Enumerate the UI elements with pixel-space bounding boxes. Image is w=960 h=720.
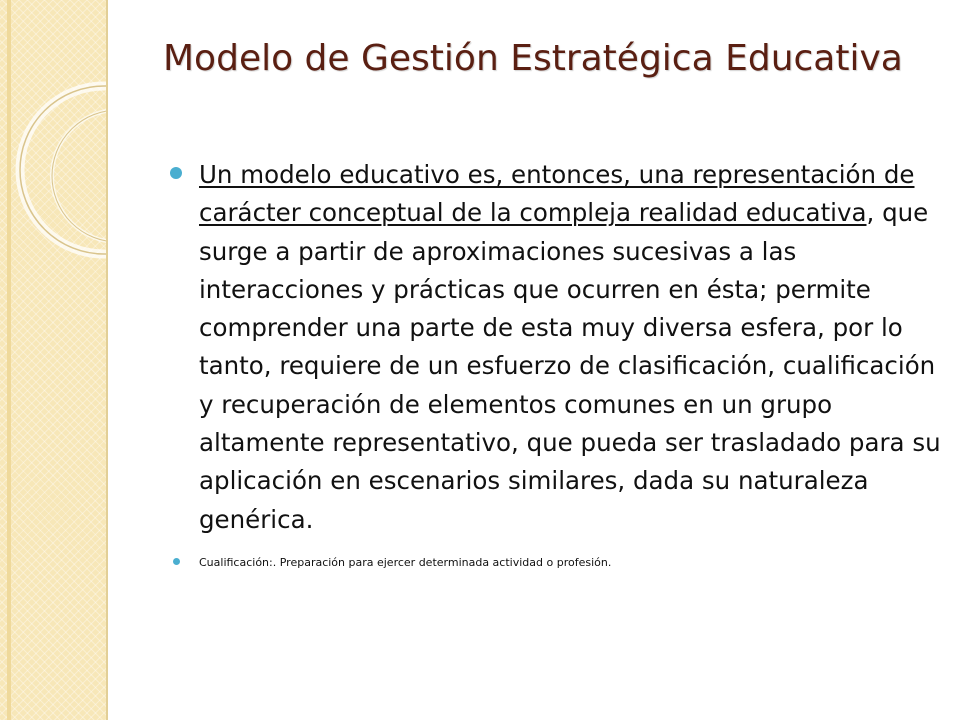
definition-continuation: , que surge a partir de aproximaciones sucesivas a las interacciones y prácticas que ocurren en ésta; permite comprender una parte de esta muy diversa esfera, por lo tanto, requiere de un esfuerzo de clasificación, cualificación y recuperación de elementos comunes en un grupo altamente representativo, que pueda ser trasladado para su aplicación en escenarios similares, dada su naturaleza genérica. xyxy=(199,198,941,534)
underlined-definition: Un modelo educativo es, entonces, una representación de carácter conceptual de la compleja realidad educativa xyxy=(199,160,915,228)
bullet-dot-icon xyxy=(170,167,182,179)
bullet-list xyxy=(165,156,945,571)
bullet-text xyxy=(199,160,941,534)
bullet-dot-icon xyxy=(173,558,180,565)
bullet-item-definition xyxy=(165,156,945,539)
footnote-text: Cualificación:. Preparación para ejercer determinada actividad o profesión. xyxy=(199,555,612,569)
bullet-item-footnote xyxy=(165,553,945,571)
decorative-side-band xyxy=(0,0,108,720)
slide-title: Modelo de Gestión Estratégica Educativa xyxy=(163,38,903,79)
decorative-rings-icon xyxy=(0,0,106,300)
